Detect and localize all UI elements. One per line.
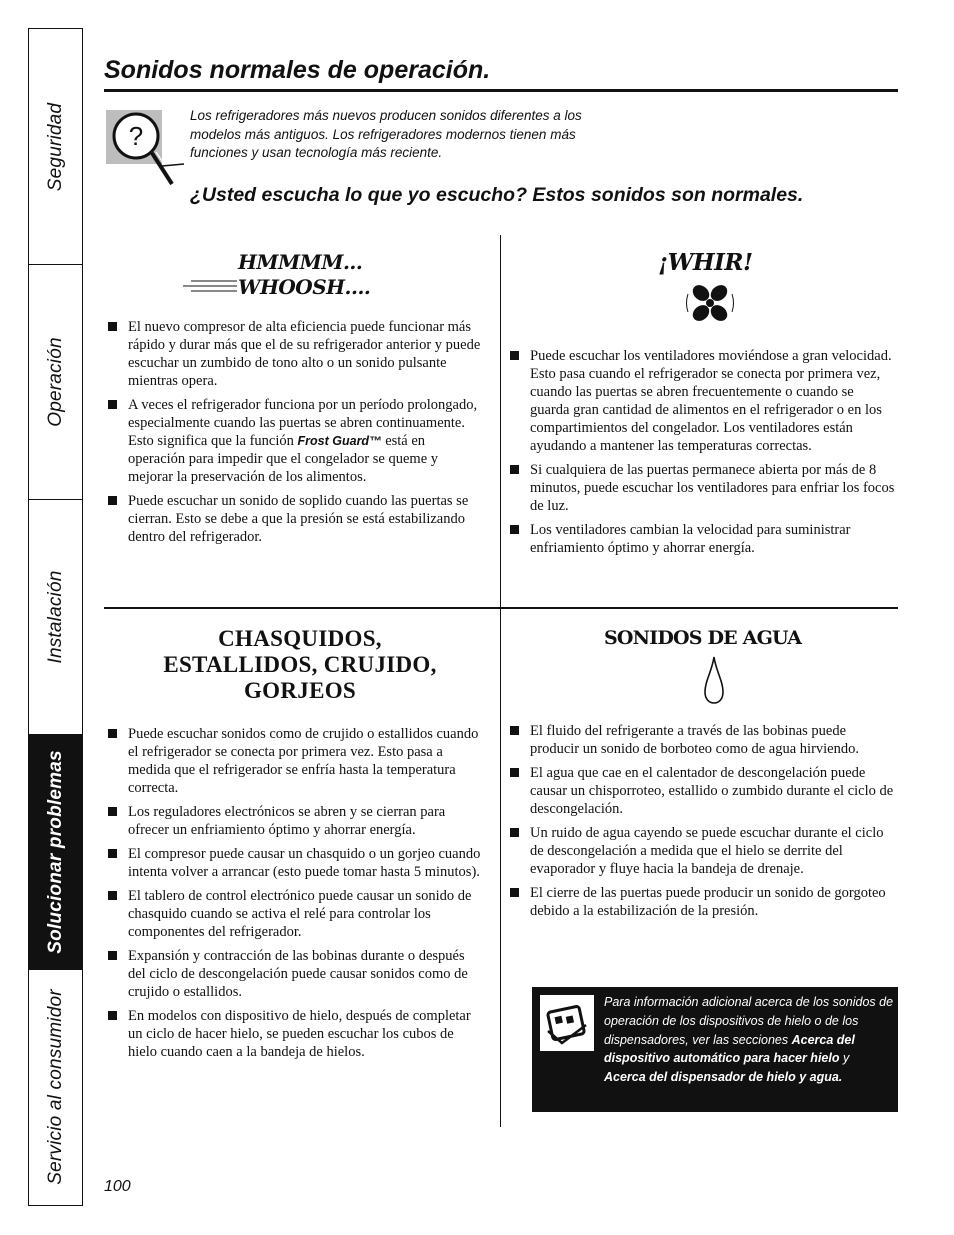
agua-heading: SONIDOS DE AGUA — [604, 627, 802, 649]
frost-guard-brand: Frost Guard™ — [297, 434, 382, 448]
bullet-square — [108, 729, 117, 738]
list-item — [506, 347, 896, 455]
dispenser-section-ref: Acerca del dispensador de hielo y agua. — [604, 1070, 843, 1085]
tab-label: Instalación — [44, 570, 66, 664]
bullet-square — [108, 1011, 117, 1020]
list-item — [506, 461, 896, 515]
list-item-text: Un ruido de agua cayendo se puede escuchar durante el ciclo de descongelación a medida que el hielo se derrite del evaporador y fluye hacia la bandeja de drenaje. — [530, 825, 884, 877]
intro-text: Los refrigeradores más nuevos producen sonidos diferentes a los modelos más antiguos. Los refrigeradores modernos tienen más funciones y usan tecnología más reciente. — [190, 108, 582, 160]
bullet-square — [510, 525, 519, 534]
page-number: 100 — [104, 1178, 131, 1195]
tab-servicio-al-consumidor[interactable] — [29, 970, 82, 1204]
row-divider — [104, 607, 898, 609]
chasquidos-heading — [104, 626, 496, 704]
info-text-conjunction: y — [839, 1051, 850, 1066]
fan-icon — [684, 280, 736, 326]
list-item — [104, 492, 482, 546]
list-item-text: El nuevo compresor de alta eficiencia puede funcionar más rápido y durar más que el de su refrigerador anterior y puede escuchar un zumbido de tono alto o un sonido pulsante mientras opera. — [128, 319, 481, 389]
chasquidos-bullet-list — [104, 725, 484, 1067]
list-item — [104, 725, 484, 797]
bullet-square — [108, 849, 117, 858]
tab-solucionar-problemas[interactable] — [29, 735, 82, 970]
subtitle: ¿Usted escucha lo que yo escucho? Estos sonidos son normales. — [190, 184, 804, 206]
ice-maker-section-ref: Acerca del dispositivo automático para hacer hielo — [604, 1032, 855, 1066]
question-magnifier-icon — [106, 108, 186, 190]
list-item-text: El fluido del refrigerante a través de las bobinas puede producir un sonido de borboteo como de agua hirviendo. — [530, 723, 859, 757]
chasquidos-heading-line1: CHASQUIDOS, — [218, 626, 382, 651]
water-drop-icon — [702, 655, 726, 705]
title-rule — [104, 89, 898, 92]
tab-label: Seguridad — [44, 102, 66, 191]
bullet-square — [510, 828, 519, 837]
bullet-square — [510, 351, 519, 360]
list-item-text: El agua que cae en el calentador de descongelación puede causar un chisporroteo, estallido o zumbido durante el ciclo de descongelación. — [530, 765, 894, 817]
bullet-square — [108, 496, 117, 505]
list-item — [506, 521, 896, 557]
bullet-square — [510, 465, 519, 474]
list-item — [104, 1007, 484, 1061]
list-item-text: Puede escuchar los ventiladores moviéndose a gran velocidad. Esto pasa cuando el refrigerador se conecta por primera vez, cuando las puertas se abren frecuentemente o cuando se guarda gran cantidad de alimentos en el refrigerador o en los compartimientos del congelador. Los ventiladores están ayudando a mantener las temperaturas correctas. — [530, 348, 892, 454]
ice-bucket-icon — [540, 995, 594, 1051]
list-item-text: A veces el refrigerador funciona por un período prolongado, especialmente cuando las puertas se abren continuamente. Esto significa que la función — [128, 397, 478, 449]
list-item — [104, 318, 482, 390]
list-item — [104, 947, 484, 1001]
list-item — [104, 887, 484, 941]
list-item — [104, 803, 484, 839]
list-item — [104, 396, 482, 486]
bullet-square — [108, 807, 117, 816]
list-item-text: Puede escuchar sonidos como de crujido o estallidos cuando el refrigerador se conecta por primera vez. Esto pasa a medida que el refrigerador se enfría hasta la temperatura correcta. — [128, 726, 479, 796]
list-item-text: El cierre de las puertas puede producir un sonido de gorgoteo debido a la estabilización de la presión. — [530, 885, 886, 919]
list-item-text: está en operación para impedir que el congelador se queme y mejorar la preservación de los alimentos. — [128, 433, 439, 485]
hmmm-heading-line2: WHOOSH.... — [238, 275, 371, 299]
list-item — [506, 722, 896, 758]
tab-instalacion[interactable] — [29, 500, 82, 735]
whoosh-lines-icon — [183, 278, 237, 294]
bullet-square — [108, 951, 117, 960]
whir-bullet-list — [506, 347, 896, 563]
tab-label: Operación — [44, 337, 66, 427]
list-item — [506, 764, 896, 818]
chasquidos-heading-line2: ESTALLIDOS, CRUJIDO, — [163, 652, 437, 677]
page-title: Sonidos normales de operación. — [104, 56, 491, 84]
list-item-text: En modelos con dispositivo de hielo, después de completar un ciclo de hacer hielo, se pueden escuchar los cubos de hielo cuando caen a la bandeja de hielos. — [128, 1008, 471, 1060]
svg-text:?: ? — [128, 121, 144, 151]
bullet-square — [108, 891, 117, 900]
bullet-square — [108, 322, 117, 331]
list-item — [506, 884, 896, 920]
hmmm-heading — [238, 250, 370, 300]
agua-bullet-list — [506, 722, 896, 926]
chasquidos-heading-line3: GORJEOS — [243, 678, 356, 703]
whir-heading: ¡WHIR! — [658, 249, 753, 276]
bullet-square — [510, 726, 519, 735]
bullet-square — [510, 888, 519, 897]
tab-label: Solucionar problemas — [44, 750, 66, 954]
list-item — [506, 824, 896, 878]
tab-operacion[interactable] — [29, 265, 82, 500]
info-text-intro: Para información adicional acerca de los sonidos de operación de los dispositivos de hielo o de los dispensadores, ver las secciones — [604, 995, 894, 1047]
tab-label: Servicio al consumidor — [44, 989, 66, 1185]
ice-dispenser-info-box — [532, 987, 898, 1112]
column-divider-bottom — [500, 607, 501, 1127]
list-item-text: Expansión y contracción de las bobinas durante o después del ciclo de descongelación puede causar sonidos como de crujido o estallidos. — [128, 948, 468, 1000]
tab-seguridad[interactable] — [29, 29, 82, 265]
list-item-text: El compresor puede causar un chasquido o un gorjeo cuando intenta volver a arrancar (esto puede tomar hasta 5 minutos). — [128, 846, 481, 880]
hmmm-bullet-list — [104, 318, 482, 552]
list-item-text: Si cualquiera de las puertas permanece abierta por más de 8 minutos, puede escuchar los ventiladores para enfriar los focos de luz. — [530, 462, 895, 514]
list-item-text: El tablero de control electrónico puede causar un sonido de chasquido cuando se activa el relé para controlar los componentes del refrigerador. — [128, 888, 472, 940]
list-item-text: Puede escuchar un sonido de soplido cuando las puertas se cierran. Esto se debe a que la presión se está estabilizando dentro del refrigerador. — [128, 493, 469, 545]
bullet-square — [510, 768, 519, 777]
bullet-square — [108, 400, 117, 409]
list-item-text: Los ventiladores cambian la velocidad para suministrar enfriamiento óptimo y ahorrar energía. — [530, 522, 851, 556]
info-box-text — [604, 993, 894, 1087]
hmmm-heading-line1: HMMMM... — [238, 250, 363, 274]
list-item-text: Los reguladores electrónicos se abren y se cierran para ofrecer un enfriamiento óptimo y ahorrar energía. — [128, 804, 446, 838]
side-tab-column — [28, 28, 83, 1206]
list-item — [104, 845, 484, 881]
column-divider-top — [500, 235, 501, 607]
